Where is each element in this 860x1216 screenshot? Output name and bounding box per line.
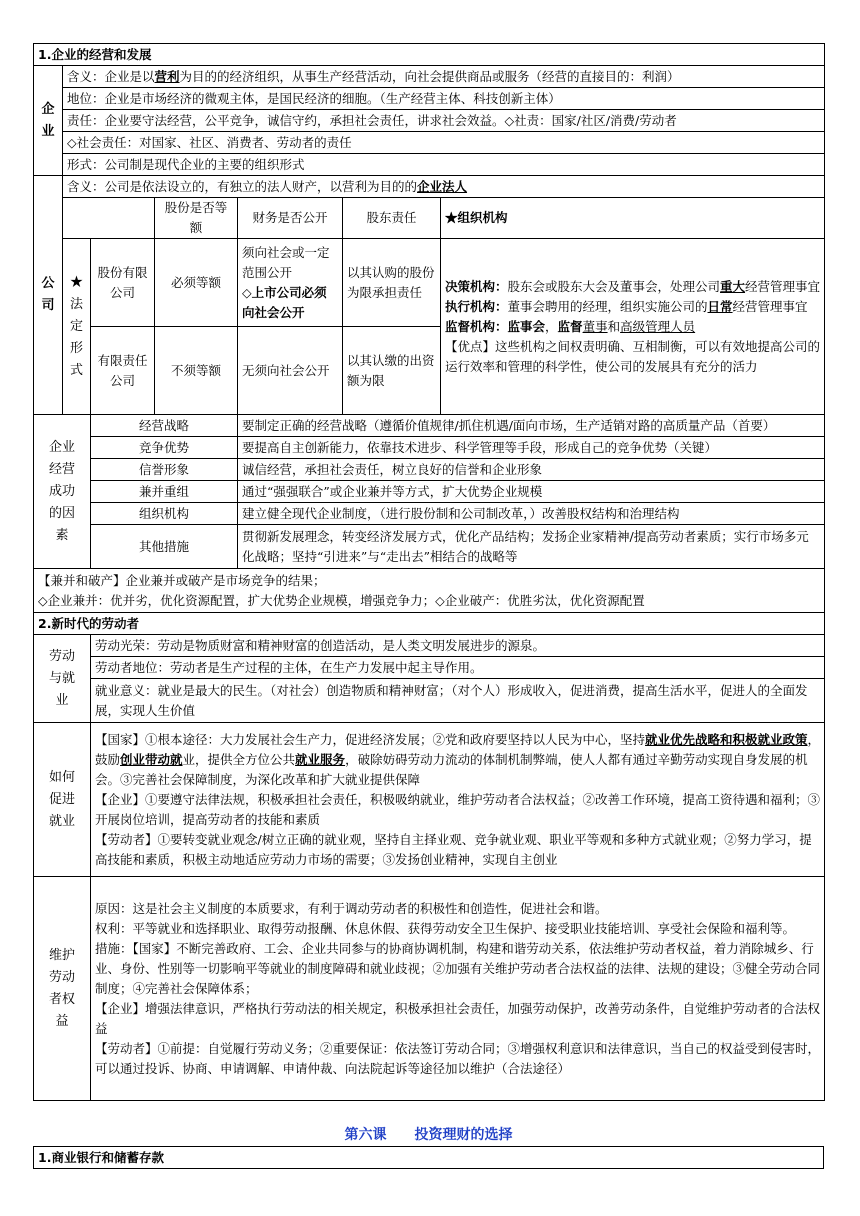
header-finance: 财务是否公开 (238, 198, 343, 239)
rights-worker: 【劳动者】①前提：自觉履行劳动义务；②重要保证：依法签订劳动合同；③增强权利意识和法律意识，当自己的权益受到侵害时，可以通过投诉、协商、申请调解、申请仲裁、向法院起诉等途径加以维护（合法途径） (95, 1040, 821, 1076)
success-key-0: 经营战略 (91, 415, 238, 437)
rights-reason: 原因：这是社会主义制度的本质要求，有利于调动劳动者的积极性和创造性，促进社会和谐。 (95, 900, 608, 916)
section-title-labor: 2.新时代的劳动者 (34, 613, 825, 635)
rights-side-label: 维护劳动者权益 (34, 877, 91, 1101)
enterprise-form: 形式：公司制是现代企业的主要的组织形式 (63, 154, 825, 176)
success-key-4: 组织机构 (91, 503, 238, 525)
company-definition: 含义：公司是依法设立的，有独立的法人财产，以营利为目的的企业法人 (63, 176, 825, 198)
company-header-blank (63, 198, 155, 239)
lesson-title: 投资理财的选择 (414, 1127, 513, 1143)
labor-side-label: 劳动与就业 (34, 635, 91, 723)
merger-note: 【兼并和破产】企业兼并或破产是市场竞争的结果； ◇企业兼并：优并劣，优化资源配置，扩大优势企业规模，增强竞争力；◇企业破产：优胜劣汰，优化资源配置 (34, 569, 825, 613)
promote-side-label: 如何促进就业 (34, 723, 91, 877)
org-decision: 决策机构：股东会或股东大会及董事会，处理公司重大经营管理事宜 (445, 278, 821, 294)
promote-state: 【国家】①根本途径：大力发展社会生产力，促进经济发展；②党和政府要坚持以人民为中心，坚持就业优先战略和积极就业政策，鼓励创业带动就业，提供全方位公共就业服务，破除妨碍劳动力流动的体制机制弊端，使人人都有通过辛勤劳动实现自身发展的机会。③完善社会保障制度，为深化改革和扩大就业提供保障 (95, 731, 821, 787)
promote-firm: 【企业】①要遵守法律法规，积极承担社会责任，积极吸纳就业，维护劳动者合法权益；②改善工作环境，提高工资待遇和福利；③开展岗位培训，提高劳动者的技能和素质 (95, 791, 821, 827)
legal-form-label: ★法定形式 (63, 239, 91, 415)
enterprise-social-responsibility: ◇社会责任：对国家、社区、消费者、劳动者的责任 (63, 132, 825, 154)
header-shares: 股份是否等额 (155, 198, 238, 239)
enterprise-responsibility: 责任：企业要守法经营，公平竞争，诚信守约，承担社会责任，讲求社会效益。◇社责：国家/社区/消费/劳动者 (63, 110, 825, 132)
success-val-4: 建立健全现代企业制度，（进行股份制和公司制改革，）改善股权结构和治理结构 (238, 503, 825, 525)
bank-table (33, 1146, 824, 1169)
success-val-3: 通过“强强联合”或企业兼并等方式，扩大优势企业规模 (238, 481, 825, 503)
section-title-enterprise: 1.企业的经营和发展 (34, 44, 825, 66)
rights-firm: 【企业】增强法律意识，严格执行劳动法的相关规定，积极承担社会责任，加强劳动保护，改善劳动条件，自觉维护劳动者的合法权益 (95, 1000, 821, 1036)
limited-shares: 不须等额 (155, 327, 238, 415)
summary-table (33, 43, 825, 1101)
success-key-2: 信誉形象 (91, 459, 238, 481)
joint-stock-finance: 须向社会或一定范围公开 ◇上市公司必须向社会公开 (238, 239, 343, 327)
limited-liability: 以其认缴的出资额为限 (343, 327, 441, 415)
header-org: ★组织机构 (441, 198, 825, 239)
labor-glory: 劳动光荣：劳动是物质财富和精神财富的创造活动，是人类文明发展进步的源泉。 (91, 635, 825, 657)
rights-content (91, 877, 825, 1101)
labor-status: 劳动者地位：劳动者是生产过程的主体，在生产力发展中起主导作用。 (91, 657, 825, 679)
promote-worker: 【劳动者】①要转变就业观念/树立正确的就业观，坚持自主择业观、竞争就业观、职业平等观和多种方式就业观；②努力学习，提高技能和素质，积极主动地适应劳动力市场的需要；③发扬创业精神，实现自主创业 (95, 831, 812, 867)
org-structure (441, 239, 825, 415)
rights-measures: 措施：【国家】不断完善政府、工会、企业共同参与的协商协调机制，构建和谐劳动关系，依法维护劳动者权益，着力消除城乡、行业、身份、性别等一切影响平等就业的制度障碍和就业歧视；②加强有关维护劳动者合法权益的法律、法规的建设；③健全劳动合同制度；④完善社会保障体系； (95, 940, 821, 996)
lesson-heading (33, 1124, 824, 1146)
lesson-number: 第六课 (344, 1127, 387, 1143)
success-val-5: 贯彻新发展理念，转变经济发展方式，优化产品结构；发扬企业家精神/提高劳动者素质；实行市场多元化战略；坚持“引进来”与“走出去”相结合的战略等 (238, 525, 825, 569)
limited-finance: 无须向社会公开 (238, 327, 343, 415)
rights-list: 权利：平等就业和选择职业、取得劳动报酬、休息休假、获得劳动安全卫生保护、接受职业技能培训、享受社会保险和福利等。 (95, 920, 796, 936)
org-supervise: 监督机构：监事会，监督董事和高级管理人员 (445, 318, 696, 334)
success-val-2: 诚信经营，承担社会责任，树立良好的信誉和企业形象 (238, 459, 825, 481)
labor-meaning: 就业意义：就业是最大的民生。（对社会）创造物质和精神财富；（对个人）形成收入，促进消费，提高生活水平，促进人的全面发展，实现人生价值 (91, 679, 825, 723)
enterprise-definition: 含义：企业是以营利为目的的经济组织，从事生产经营活动，向社会提供商品或服务（经营的直接目的：利润） (63, 66, 825, 88)
success-side-label: 企业经营成功的因素 (34, 415, 91, 569)
success-key-1: 竞争优势 (91, 437, 238, 459)
success-key-5: 其他措施 (91, 525, 238, 569)
enterprise-side-label: 企业 (34, 66, 63, 176)
promote-content (91, 723, 825, 877)
org-advantage: 【优点】这些机构之间权责明确、互相制衡，可以有效地提高公司的运行效率和管理的科学性，使公司的发展具有充分的活力 (445, 338, 821, 374)
success-val-1: 要提高自主创新能力，依靠技术进步、科学管理等手段，形成自己的竞争优势（关键） (238, 437, 825, 459)
joint-stock-liability: 以其认购的股份为限承担责任 (343, 239, 441, 327)
limited-name: 有限责任公司 (91, 327, 155, 415)
company-side-label: 公司 (34, 176, 63, 415)
joint-stock-shares: 必须等额 (155, 239, 238, 327)
success-val-0: 要制定正确的经营战略（遵循价值规律/抓住机遇/面向市场，生产适销对路的高质量产品（首要） (238, 415, 825, 437)
enterprise-position: 地位：企业是市场经济的微观主体，是国民经济的细胞。（生产经营主体、科技创新主体） (63, 88, 825, 110)
success-key-3: 兼并重组 (91, 481, 238, 503)
org-exec: 执行机构：董事会聘用的经理，组织实施公司的日常经营管理事宜 (445, 298, 808, 314)
section-title-bank: 1.商业银行和储蓄存款 (34, 1147, 824, 1169)
joint-stock-name: 股份有限公司 (91, 239, 155, 327)
header-liability: 股东责任 (343, 198, 441, 239)
